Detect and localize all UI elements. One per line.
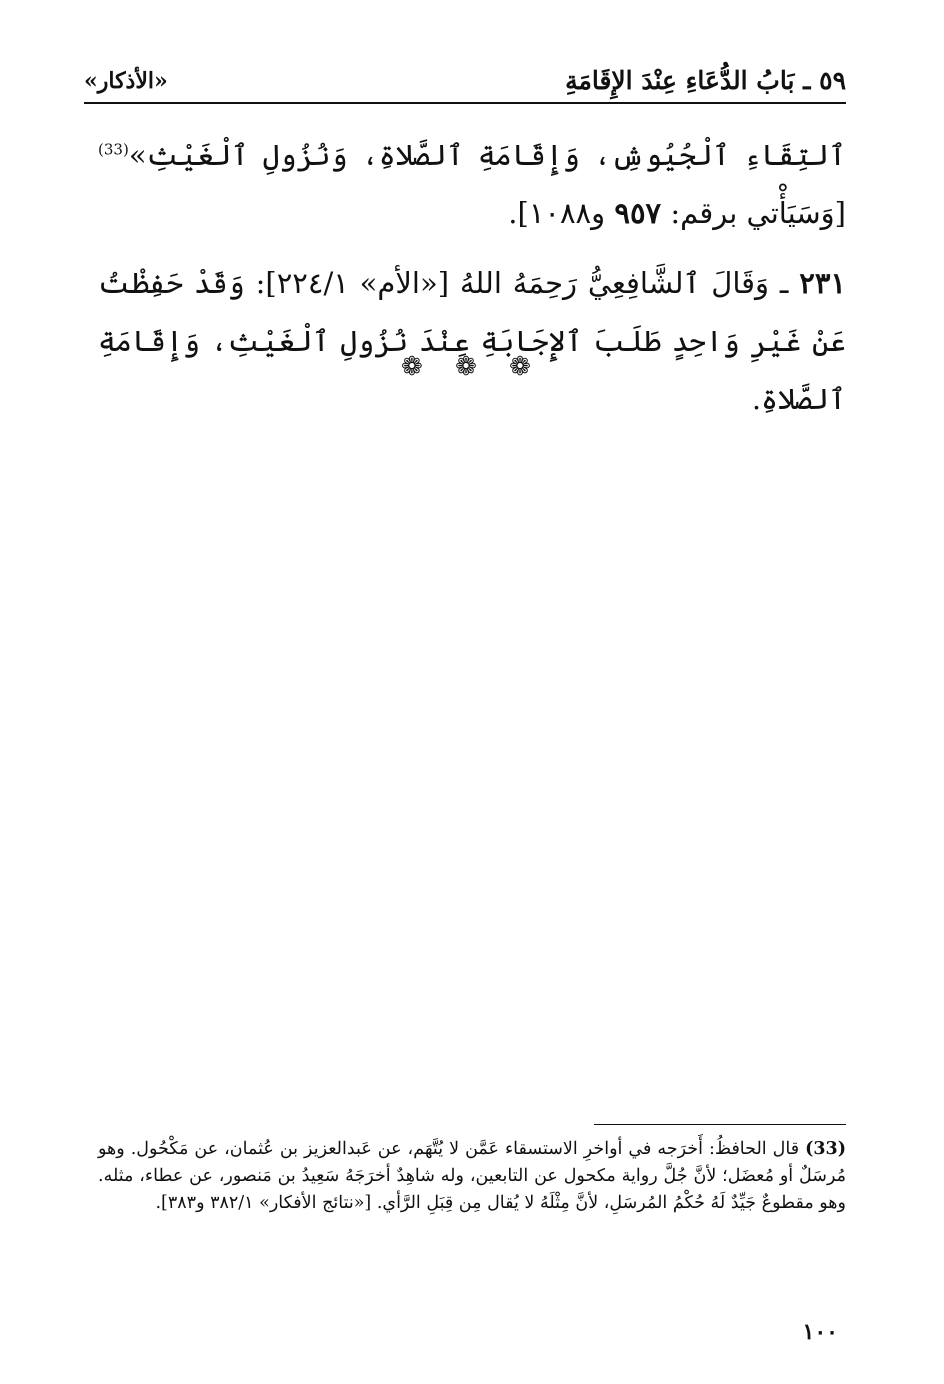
- running-header: [84, 58, 846, 104]
- paragraph1-text-a: ٱلتِقَاءِ ٱلْجُيُوشِ، وَإِقَامَةِ ٱلصَّلاةِ، وَنُزُولِ ٱلْغَيْثِ»: [128, 138, 846, 172]
- footnote-number: (33): [805, 1139, 846, 1159]
- paragraph1-text-b: [وَسَيَأْتي برقم:: [661, 196, 846, 230]
- cross-reference-number: ٩٥٧: [614, 196, 662, 230]
- footnote: [98, 1136, 846, 1217]
- paragraph-continuation: [98, 126, 846, 242]
- main-text: [98, 126, 846, 428]
- footnote-text: قال الحافظُ: أَخرَجه في أواخرِ الاستسقاء عَمَّن لا يُتَّهَم، عن عَبدالعزيز بن عُثمان، عن مَكْحُول. وهو مُرسَلٌ أو مُعضَل؛ لأنَّ جُلَّ رواية مكحول عن التابعين، وله شاهِدٌ أخرَجَهُ سَعِيدُ بن مَنصور، عن عطاء، مثله. وهو مقطوعٌ جَيِّدٌ لَهُ حُكْمُ المُرسَلِ، لأنَّ مِثْلَهُ لا يُقال مِن قِبَلِ الرَّأي. [«نتائج الأفكار» ٣٨٢/١ و٣٨٣].: [98, 1139, 846, 1213]
- chapter-title: ٥٩ ـ بَابُ الدُّعَاءِ عِنْدَ الإِقَامَةِ: [565, 66, 846, 95]
- section-ornament: ❁ ❁ ❁: [401, 352, 543, 382]
- footnote-reference: (33): [98, 140, 129, 159]
- paragraph-231: [98, 254, 846, 428]
- footnote-paragraph: [98, 1136, 846, 1217]
- hadith-number: ٢٣١: [799, 266, 846, 300]
- paragraph2-text: ـ وَقَالَ ٱلشَّافِعِيُّ رَحِمَهُ اللهُ [«الأم» ٢٢٤/١]: وَقَدْ حَفِظْتُ عَنْ غَيْرِ وَاحِدٍ طَلَبَ ٱلإِجَابَةِ عِنْدَ نُزُولِ ٱلْغَيْثِ، وَإِقَامَةِ ٱلصَّلاةِ.: [98, 266, 846, 416]
- footnote-divider: [594, 1124, 846, 1125]
- paragraph1-text-c: و١٠٨٨].: [508, 196, 615, 230]
- book-title: «الأذكار»: [84, 68, 168, 94]
- page-number: ١٠٠: [802, 1319, 838, 1345]
